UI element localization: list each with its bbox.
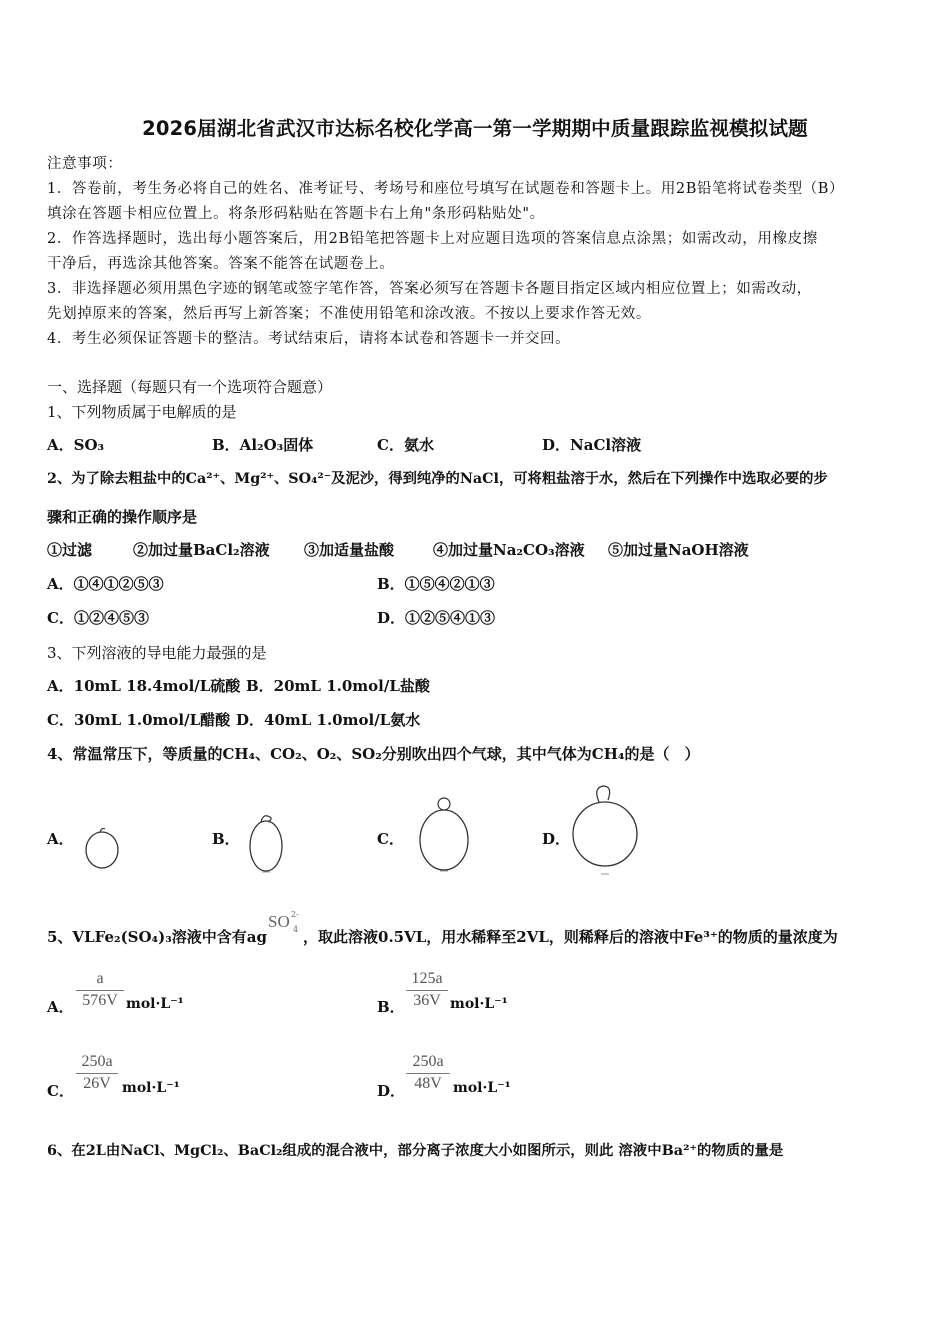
q5-unit-c: mol·L⁻¹ xyxy=(122,1080,180,1096)
q5-stem-pre: 5、VLFe₂(SO₄)₃溶液中含有ag xyxy=(47,928,268,946)
q2-option-b: B．①⑤④②①③ xyxy=(377,575,495,593)
q5-unit-d: mol·L⁻¹ xyxy=(453,1080,511,1096)
q3-option-a: A．10mL 18.4mol/L硫酸 xyxy=(47,677,241,695)
question-2-stem-cont: 骤和正确的操作顺序是 xyxy=(47,508,198,526)
q2-op-1: ①过滤 xyxy=(47,541,93,559)
q3-option-b: B．20mL 1.0mol/L盐酸 xyxy=(246,677,430,695)
question-3-stem: 3、下列溶液的导电能力最强的是 xyxy=(47,644,267,662)
q1-option-c: C．氨水 xyxy=(377,436,434,454)
q2-option-c: C．①②④⑤③ xyxy=(47,609,149,627)
balloon-oval-icon xyxy=(244,810,288,876)
question-6-stem: 6、在2L由NaCl、MgCl₂、BaCl₂组成的混合液中，部分离子浓度大小如图所示，则此 溶液中Ba²⁺的物质的量是 xyxy=(47,1142,784,1159)
question-1-stem: 1、下列物质属于电解质的是 xyxy=(47,403,237,421)
q4-option-b: B． xyxy=(212,830,240,848)
balloon-small-icon xyxy=(80,820,124,874)
q1-option-b: B．Al₂O₃固体 xyxy=(212,436,314,454)
notice-line: 2．作答选择题时，选出每小题答案后，用2B铅笔把答题卡上对应题目选项的答案信息点涂黑；如需改动，用橡皮擦 xyxy=(47,231,818,247)
notice-heading: 注意事项： xyxy=(47,156,123,172)
q4-option-a: A． xyxy=(47,830,74,848)
notice-line: 先划掉原来的答案，然后再写上新答案；不准使用铅笔和涂改液。不按以上要求作答无效。 xyxy=(47,306,651,322)
notice-line: 3．非选择题必须用黑色字迹的钢笔或签字笔作答，答案必须写在答题卡各题目指定区域内相应位置上；如需改动， xyxy=(47,281,812,297)
q5-fraction-b: 125a 36V xyxy=(406,970,448,1010)
notice-line: 1．答卷前，考生务必将自己的姓名、准考证号、考场号和座位号填写在试题卷和答题卡上。用2B铅笔将试卷类型（B） xyxy=(47,181,845,197)
q2-option-a: A．①④①②⑤③ xyxy=(47,575,164,593)
q3-option-d: D．40mL 1.0mol/L氨水 xyxy=(236,711,421,729)
question-2-stem: 2、为了除去粗盐中的Ca²⁺、Mg²⁺、SO₄²⁻及泥沙，得到纯净的NaCl，可将粗盐溶于水，然后在下列操作中选取必要的步 xyxy=(47,471,828,487)
sulfate-ion: SO 2- 4 xyxy=(268,910,299,934)
q5-option-a: A． xyxy=(47,998,74,1016)
question-4-stem: 4、常温常压下，等质量的CH₄、CO₂、O₂、SO₂分别吹出四个气球，其中气体为CH₄的是（ ） xyxy=(47,745,700,763)
q4-option-c: C． xyxy=(377,830,404,848)
q5-option-b: B． xyxy=(377,998,405,1016)
q2-option-d: D．①②⑤④①③ xyxy=(377,609,496,627)
q1-option-d: D．NaCl溶液 xyxy=(542,436,642,454)
q5-unit-a: mol·L⁻¹ xyxy=(126,996,184,1012)
q1-option-a: A．SO₃ xyxy=(47,436,105,454)
q5-option-c: C． xyxy=(47,1082,74,1100)
notice-line: 干净后，再选涂其他答案。答案不能答在试题卷上。 xyxy=(47,256,395,272)
q3-option-c: C．30mL 1.0mol/L醋酸 xyxy=(47,711,231,729)
notice-line: 4．考生必须保证答题卡的整洁。考试结束后，请将本试卷和答题卡一并交回。 xyxy=(47,331,571,347)
page-title: 2026届湖北省武汉市达标名校化学高一第一学期期中质量跟踪监视模拟试题 xyxy=(142,117,808,140)
q2-op-5: ⑤加过量NaOH溶液 xyxy=(608,541,749,559)
question-5-stem xyxy=(47,910,838,947)
q5-stem-post: ，取此溶液0.5VL，用水稀释至2VL，则稀释后的溶液中Fe³⁺的物质的量浓度为 xyxy=(303,928,838,946)
q5-fraction-c: 250a 26V xyxy=(76,1053,118,1093)
balloon-medium-icon xyxy=(412,794,478,876)
q2-op-2: ②加过量BaCl₂溶液 xyxy=(133,541,270,559)
q5-unit-b: mol·L⁻¹ xyxy=(450,996,508,1012)
q5-fraction-a: a 576V xyxy=(76,970,124,1010)
section-heading: 一、选择题（每题只有一个选项符合题意） xyxy=(47,378,333,396)
q4-option-d: D． xyxy=(542,830,571,848)
q2-op-4: ④加过量Na₂CO₃溶液 xyxy=(433,541,585,559)
balloon-large-icon xyxy=(566,780,646,878)
notice-line: 填涂在答题卡相应位置上。将条形码粘贴在答题卡右上角"条形码粘贴处"。 xyxy=(47,206,545,222)
q2-op-3: ③加适量盐酸 xyxy=(304,541,395,559)
q5-fraction-d: 250a 48V xyxy=(406,1053,450,1093)
q5-option-d: D． xyxy=(377,1082,406,1100)
